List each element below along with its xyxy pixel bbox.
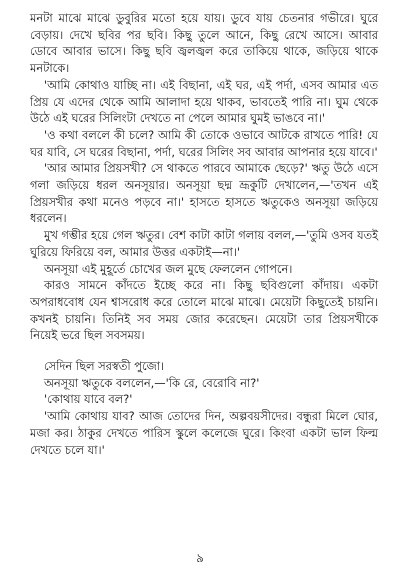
paragraph: অনসূয়া এই মুহূর্তে চোখের জল মুছে ফেললেন গোপনে। [44, 261, 293, 276]
paragraph: 'আমি কোথায় যাব? আজ তোদের দিন, অল্পবয়সীদের। বন্ধুরা মিলে ঘোর, মজা কর। ঠাকুর দেখতে পারিস স্কুলে কলেজে ঘুরে। কিংবা একটা ভাল ফিল্ম দেখতে চলে যা।' [30, 409, 378, 457]
paragraph: মুখ গম্ভীর হয়ে গেল ঋতুর। বেশ কাটা কাটা গলায় বলল,—'তুমি ওসব যতই ঘুরিয়ে ফিরিয়ে বল, আমার উত্তর একটাই—না।' [30, 228, 378, 259]
text-block-1 [30, 10, 378, 344]
paragraph: কারও সামনে কাঁদতে ইচ্ছে করে না। কিছু ছবিগুলো কাঁদায়। একটা অপরাধবোধ যেন শ্বাসরোধ করে তোলে মাঝে মাঝে। মেয়েটা কিছুতেই চায়নি। কখনই চায়নি। তিনিই সব সময় জোর করেছেন। মেয়েটা তার প্রিয়সখীকে নিয়েই ভরে ছিল সবসময়। [30, 278, 378, 343]
paragraph: অনসূয়া ঋতুকে বললেন,—'কি রে, বেরোবি না?' [44, 375, 260, 390]
paragraph: সেদিন ছিল সরস্বতী পুজো। [44, 359, 165, 374]
paragraph: 'কোথায় যাবে বল?' [44, 392, 133, 407]
page-number: ৯ [196, 551, 204, 565]
text-block-2 [30, 358, 378, 458]
paragraph: 'আর আমার প্রিয়সখী? সে থাকতে পারবে আমাকে ছেড়ে?' ঋতু উঠে এসে গলা জড়িয়ে ধরল অনসূয়ার। অনসূয়া ছদ্ম ভ্রূকুটি দেখালেন,—'তখন এই প্রিয়সখীর কথা মনেও পড়বে না।' হাসতে হাসতে ঋতুকেও অনসূয়া জড়িয়ে ধরলেন। [30, 161, 378, 226]
paragraph: 'ও কথা বললে কী চলে? আমি কী তোকে ওভাবে আটকে রাখতে পারি! যে ঘর যাবি, সে ঘরের বিছানা, পর্দা, ঘরের সিলিং সব আবার আপনার হয়ে যাবে।' [30, 127, 378, 159]
paragraph: 'আমি কোথাও যাচ্ছি না। এই বিছানা, এই ঘর, এই পর্দা, এসব আমার এত প্রিয় যে এদের থেকে আমি আলাদা হয়ে থাকব, ভাবতেই পারি না। ঘুম থেকে উঠে এই ঘরের সিলিংটা দেখতে না পেলে আমার ঘুমই ভাঙবে না।' [30, 77, 378, 126]
section-gap [30, 344, 378, 358]
paragraph: মনটা মাঝে মাঝে ডুবুরির মতো হয়ে যায়। ডুবে যায় চেতনার গভীরে। ঘুরে বেড়ায়। দেখে ছবির পর ছবি। কিছু তুলে আনে, কিছু রেখে আসে। আবার ডোবে আবার ভাসে। কিছু ছবি জ্বলজ্বল করে তাকিয়ে থাকে, জড়িয়ে থাকে মনটাকে। [30, 11, 378, 76]
